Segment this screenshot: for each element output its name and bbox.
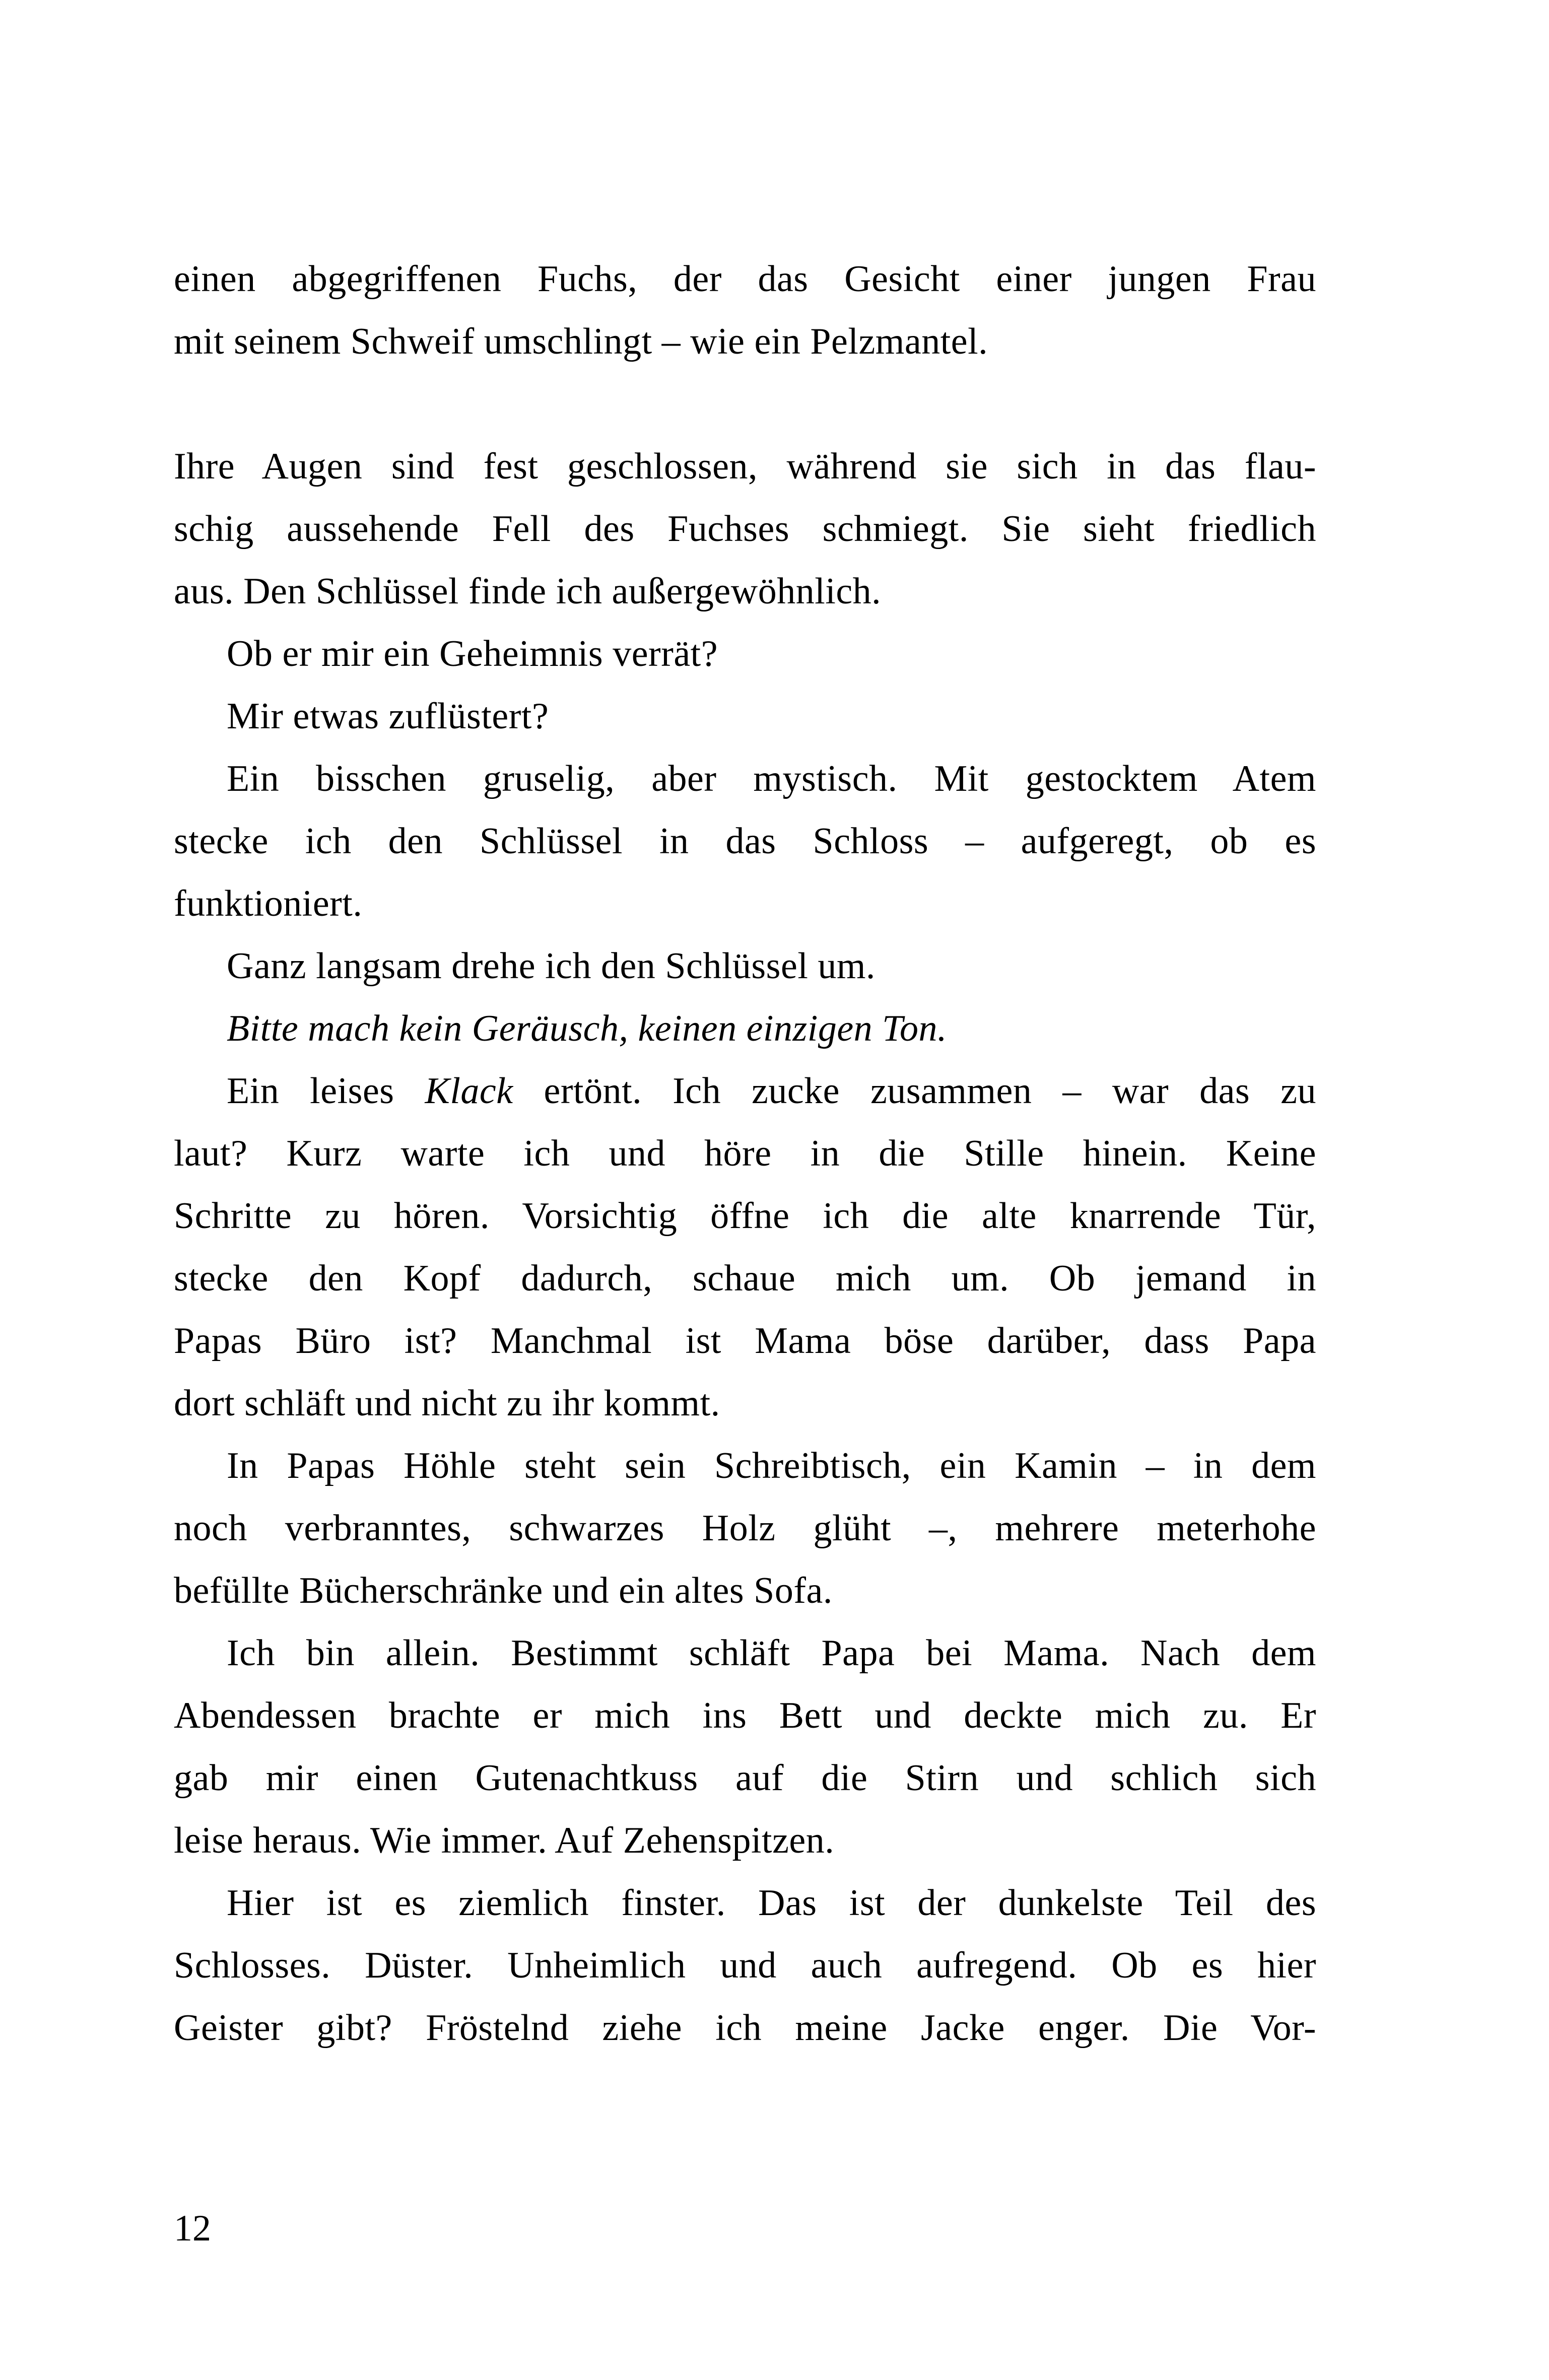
text-line: Mir etwas zuflüstert? [227,696,549,737]
text-line: Hier ist es ziemlich finster. Das ist der dunkelste Teil des [227,1882,1316,1924]
para-hoehle [174,1435,1316,1622]
text-line: dort schläft und nicht zu ihr kommt. [174,1383,720,1424]
italic-text: Klack [425,1070,513,1112]
text-line: Ein bisschen gruselig, aber mystisch. Mit gestocktem Atem [227,758,1316,799]
text-line: Papas Büro ist? Manchmal ist Mama böse darüber, dass Papa [174,1320,1316,1362]
para-augen [174,435,1316,623]
text-line: Bitte mach kein Geräusch, keinen einzigen Ton. [227,1008,948,1049]
text-line: mit seinem Schweif umschlingt – wie ein Pelzmantel. [174,321,988,362]
text-line: Ein leises Klack ertönt. Ich zucke zusammen – war das zu [227,1070,1316,1112]
text-line: befüllte Bücherschränke und ein altes Sofa. [174,1570,833,1611]
text-line: Schritte zu hören. Vorsichtig öffne ich die alte knarrende Tür, [174,1195,1316,1237]
text-line: In Papas Höhle steht sein Schreibtisch, ein Kamin – in dem [227,1445,1316,1486]
text-line: Geister gibt? Fröstelnd ziehe ich meine Jacke enger. Die Vor- [174,2007,1316,2049]
text-line: schig aussehende Fell des Fuchses schmiegt. Sie sieht friedlich [174,508,1316,550]
text-line: Ich bin allein. Bestimmt schläft Papa bei Mama. Nach dem [227,1633,1316,1674]
text-line: Abendessen brachte er mich ins Bett und deckte mich zu. Er [174,1695,1316,1736]
para-gruselig [174,747,1316,935]
text-line: Ob er mir ein Geheimnis verrät? [227,633,718,674]
text-line: gab mir einen Gutenachtkuss auf die Stirn und schlich sich [174,1757,1316,1799]
text-line: Ihre Augen sind fest geschlossen, während sie sich in das flau- [174,446,1316,487]
text-line: Schlosses. Düster. Unheimlich und auch aufregend. Ob es hier [174,1945,1316,1986]
para-finster [174,1872,1316,2059]
text-line: noch verbranntes, schwarzes Holz glüht –, mehrere meterhohe [174,1508,1316,1549]
text-line: stecke den Kopf dadurch, schaue mich um. Ob jemand in [174,1258,1316,1299]
para-geheimnis [174,623,1316,685]
text-line: laut? Kurz warte ich und höre in die Stille hinein. Keine [174,1133,1316,1174]
text-block [174,248,1316,2059]
text-line: Ganz langsam drehe ich den Schlüssel um. [227,945,875,987]
para-langsam [174,935,1316,997]
para-fuchs-continuation [174,248,1316,373]
para-klack [174,1060,1316,1435]
page-number: 12 [174,2208,211,2249]
para-zufluestert [174,685,1316,747]
text-line: einen abgegriffenen Fuchs, der das Gesicht einer jungen Frau [174,258,1316,300]
para-bitte-italic [174,997,1316,1060]
text-line: aus. Den Schlüssel finde ich außergewöhnlich. [174,571,882,612]
text-line: funktioniert. [174,883,363,924]
para-allein [174,1622,1316,1872]
text-line: leise heraus. Wie immer. Auf Zehenspitzen. [174,1820,835,1861]
text-line: stecke ich den Schlüssel in das Schloss – aufgeregt, ob es [174,821,1316,862]
